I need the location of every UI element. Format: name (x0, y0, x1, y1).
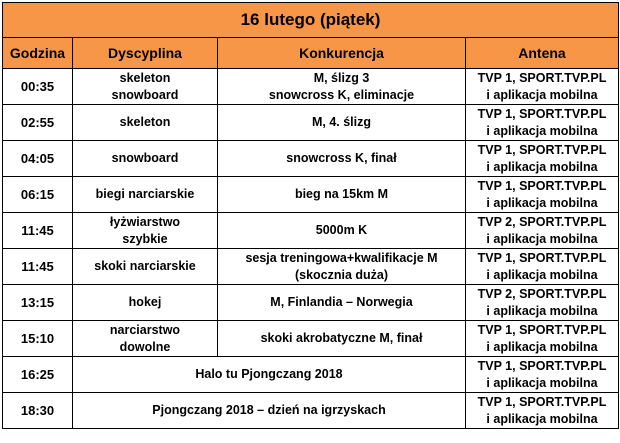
time-cell: 11:45 (3, 249, 73, 285)
event-line: sesja treningowa+kwalifikacje M (245, 250, 438, 265)
channel-cell (466, 357, 619, 393)
event-cell (218, 141, 466, 177)
discipline-line: snowboard (111, 151, 179, 165)
discipline-line: skoki narciarskie (94, 259, 196, 273)
channel-cell (466, 249, 619, 285)
table-row (3, 249, 619, 285)
channel-cell (466, 285, 619, 321)
schedule-table (2, 2, 619, 429)
discipline-cell (73, 141, 218, 177)
event-line: snowcross K, finał (286, 151, 397, 165)
event-line: (skocznia duża) (294, 267, 389, 282)
event-line: skoki akrobatyczne M, finał (260, 331, 423, 345)
channel-line: i aplikacja mobilna (486, 123, 598, 138)
channel-line: TVP 2, SPORT.TVP.PL (477, 286, 607, 301)
event-line: snowcross K, eliminacje (268, 87, 415, 102)
column-header-channel: Antena (466, 38, 619, 69)
table-row (3, 177, 619, 213)
channel-line: TVP 1, SPORT.TVP.PL (477, 394, 607, 409)
event-cell (218, 105, 466, 141)
discipline-line: łyżwiarstwo (109, 214, 181, 229)
channel-line: TVP 1, SPORT.TVP.PL (477, 178, 607, 193)
discipline-line: dowolne (119, 339, 171, 354)
time-cell: 11:45 (3, 213, 73, 249)
event-line: M, ślizg 3 (313, 70, 370, 85)
discipline-cell (73, 177, 218, 213)
table-row (3, 357, 619, 393)
channel-line: i aplikacja mobilna (486, 231, 598, 246)
header-row (3, 38, 619, 69)
table-row (3, 393, 619, 429)
time-cell: 13:15 (3, 285, 73, 321)
channel-cell (466, 393, 619, 429)
discipline-line: narciarstwo (109, 322, 181, 337)
discipline-cell (73, 285, 218, 321)
time-cell: 06:15 (3, 177, 73, 213)
program-cell: Halo tu Pjongczang 2018 (73, 357, 466, 393)
discipline-line: snowboard (111, 87, 179, 102)
title-row (3, 3, 619, 38)
schedule-body (3, 69, 619, 429)
channel-line: TVP 1, SPORT.TVP.PL (477, 70, 607, 85)
table-row (3, 213, 619, 249)
channel-cell (466, 141, 619, 177)
channel-line: TVP 2, SPORT.TVP.PL (477, 214, 607, 229)
channel-cell (466, 105, 619, 141)
channel-line: i aplikacja mobilna (486, 375, 598, 390)
channel-line: i aplikacja mobilna (486, 411, 598, 426)
event-cell (218, 249, 466, 285)
event-line: M, 4. ślizg (311, 115, 372, 129)
event-cell (218, 69, 466, 105)
discipline-line: biegi narciarskie (95, 187, 195, 201)
event-line: M, Finlandia – Norwegia (270, 295, 413, 309)
table-row (3, 141, 619, 177)
table-row (3, 69, 619, 105)
time-cell: 00:35 (3, 69, 73, 105)
table-row (3, 321, 619, 357)
discipline-cell (73, 105, 218, 141)
discipline-line: hokej (128, 295, 162, 309)
discipline-line: skeleton (119, 115, 171, 129)
discipline-line: skeleton (119, 70, 171, 85)
channel-line: TVP 1, SPORT.TVP.PL (477, 106, 607, 121)
discipline-cell (73, 249, 218, 285)
channel-cell (466, 69, 619, 105)
channel-line: i aplikacja mobilna (486, 339, 598, 354)
table-title: 16 lutego (piątek) (3, 3, 619, 38)
program-cell: Pjongczang 2018 – dzień na igrzyskach (73, 393, 466, 429)
discipline-cell (73, 69, 218, 105)
event-line: 5000m K (315, 223, 368, 237)
channel-line: TVP 1, SPORT.TVP.PL (477, 250, 607, 265)
event-cell (218, 321, 466, 357)
time-cell: 15:10 (3, 321, 73, 357)
time-cell: 16:25 (3, 357, 73, 393)
channel-line: i aplikacja mobilna (486, 303, 598, 318)
column-header-discipline: Dyscyplina (73, 38, 218, 69)
column-header-event: Konkurencja (218, 38, 466, 69)
channel-cell (466, 177, 619, 213)
discipline-line: szybkie (122, 231, 168, 246)
channel-line: TVP 1, SPORT.TVP.PL (477, 142, 607, 157)
time-cell: 18:30 (3, 393, 73, 429)
column-header-time: Godzina (3, 38, 73, 69)
channel-cell (466, 213, 619, 249)
channel-cell (466, 321, 619, 357)
channel-line: i aplikacja mobilna (486, 87, 598, 102)
event-cell (218, 177, 466, 213)
discipline-cell (73, 213, 218, 249)
time-cell: 02:55 (3, 105, 73, 141)
table-row (3, 285, 619, 321)
event-cell (218, 285, 466, 321)
channel-line: i aplikacja mobilna (486, 159, 598, 174)
event-line: bieg na 15km M (294, 187, 389, 201)
time-cell: 04:05 (3, 141, 73, 177)
channel-line: i aplikacja mobilna (486, 195, 598, 210)
table-row (3, 105, 619, 141)
event-cell (218, 213, 466, 249)
discipline-cell (73, 321, 218, 357)
channel-line: TVP 1, SPORT.TVP.PL (477, 322, 607, 337)
channel-line: i aplikacja mobilna (486, 267, 598, 282)
channel-line: TVP 1, SPORT.TVP.PL (477, 358, 607, 373)
